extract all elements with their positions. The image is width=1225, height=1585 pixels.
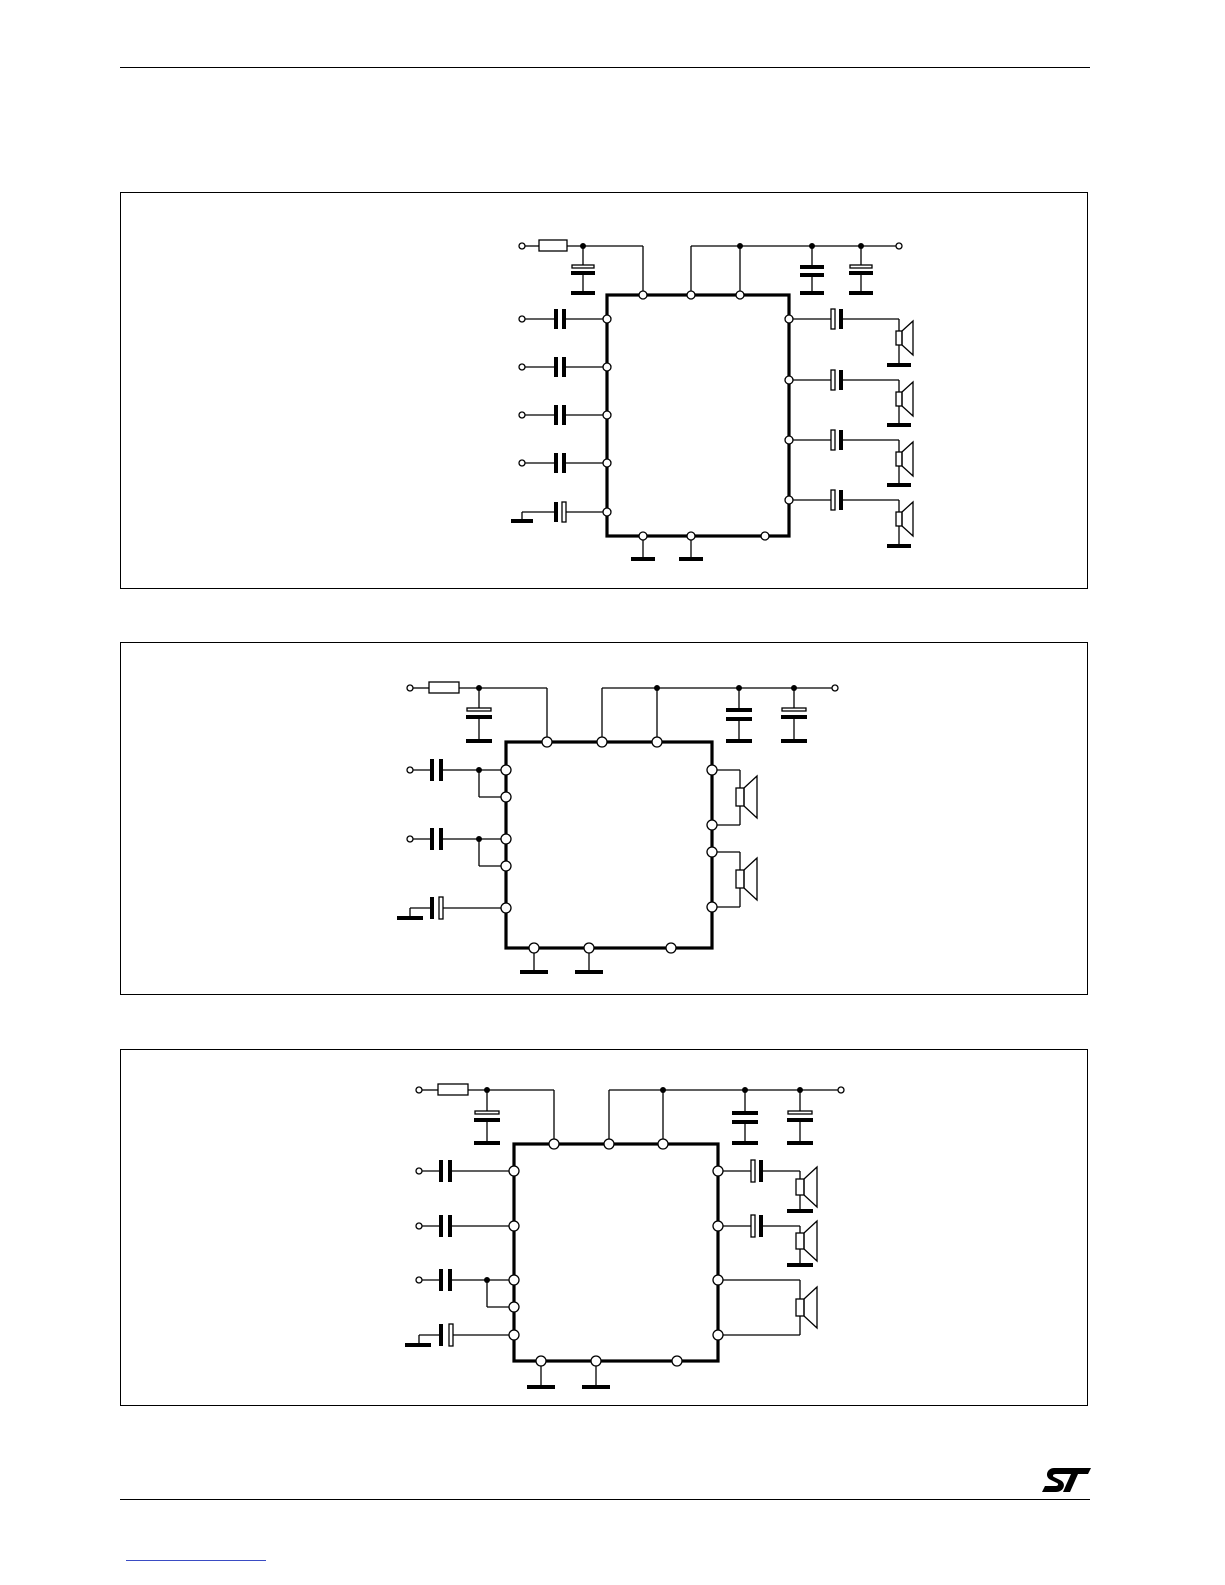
input-1 bbox=[519, 309, 611, 329]
schematic-2 bbox=[121, 643, 1089, 996]
speaker-output-3 bbox=[785, 430, 913, 485]
st-logo bbox=[1040, 1466, 1092, 1494]
speaker-output-1 bbox=[713, 1160, 817, 1211]
ic-body bbox=[607, 295, 789, 536]
resistor-symbol bbox=[429, 682, 459, 693]
resistor-symbol bbox=[539, 240, 567, 251]
footer-link[interactable] bbox=[126, 1548, 266, 1561]
ic-body bbox=[514, 1144, 718, 1361]
bridged-speaker bbox=[713, 1275, 817, 1340]
input-3 bbox=[416, 1269, 519, 1312]
input-4 bbox=[519, 453, 611, 473]
speaker-output-4 bbox=[785, 490, 913, 546]
input-3 bbox=[519, 405, 611, 425]
ic-body bbox=[506, 742, 712, 948]
schematic-panel-1 bbox=[120, 192, 1088, 589]
ac-ground-input bbox=[397, 897, 511, 919]
speaker-output-2 bbox=[785, 370, 913, 425]
input-2 bbox=[416, 1215, 519, 1237]
ac-ground-input bbox=[511, 502, 611, 522]
schematic-panel-3 bbox=[120, 1049, 1088, 1406]
input-1 bbox=[407, 759, 511, 802]
speaker-output-1 bbox=[785, 309, 913, 365]
bridged-speaker-1 bbox=[707, 765, 757, 830]
schematic-1 bbox=[121, 193, 1089, 590]
header-rule bbox=[120, 67, 1090, 68]
ac-ground-input bbox=[405, 1324, 519, 1346]
speaker-output-2 bbox=[713, 1215, 817, 1265]
input-1 bbox=[416, 1160, 519, 1182]
schematic-panel-2 bbox=[120, 642, 1088, 995]
resistor-symbol bbox=[438, 1084, 468, 1095]
input-2 bbox=[519, 357, 611, 377]
bridged-speaker-2 bbox=[707, 847, 757, 912]
schematic-3 bbox=[121, 1050, 1089, 1407]
footer-rule bbox=[120, 1499, 1090, 1500]
input-2 bbox=[407, 828, 511, 871]
